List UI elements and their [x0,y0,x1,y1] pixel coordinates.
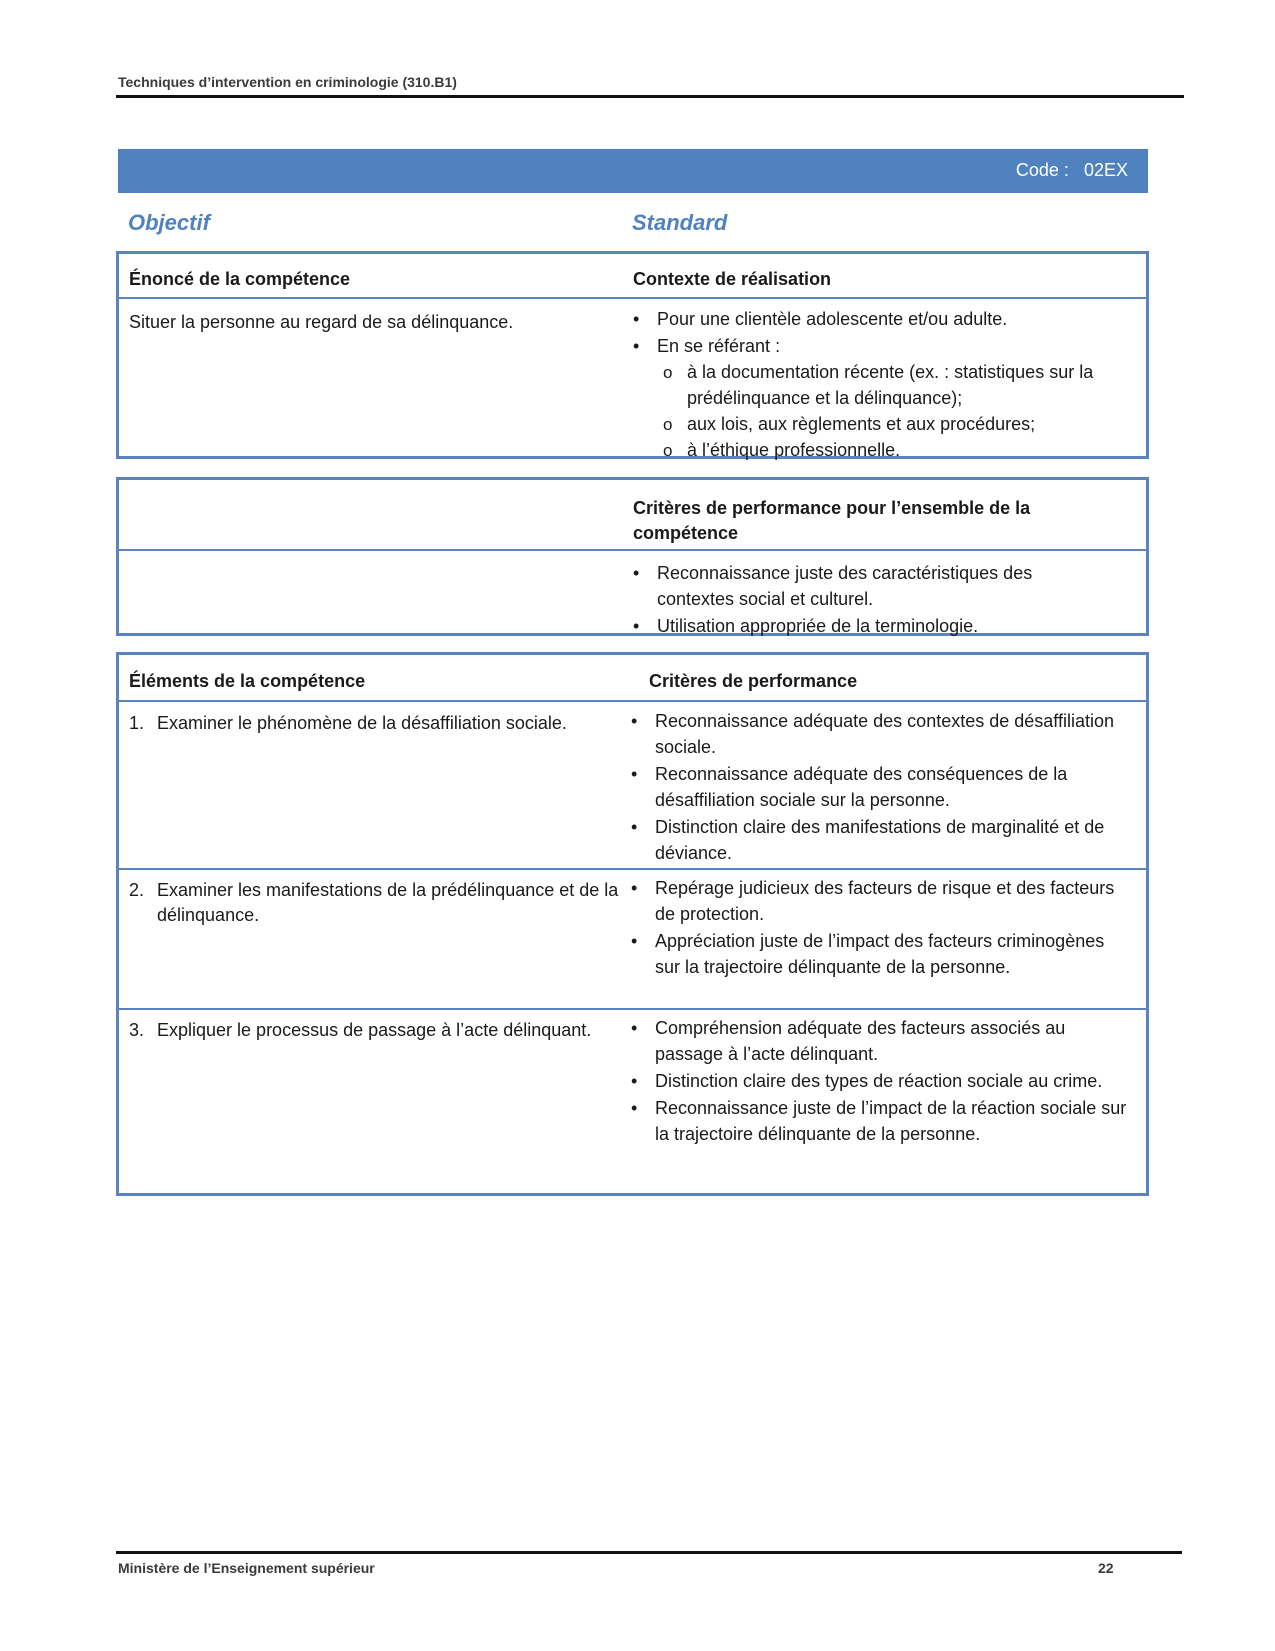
criteria-item: • Distinction claire des types de réaction sociale au crime. [631,1068,1131,1094]
criteres-ensemble-item: • Utilisation appropriée de la terminologie. [633,613,1103,639]
criteria-item: • Compréhension adéquate des facteurs associés au passage à l’acte délinquant. [631,1015,1131,1067]
element-number: 2. [129,880,145,900]
code-band [118,149,1148,193]
competence-table [116,251,1149,459]
element-text: Examiner le phénomène de la désaffiliation sociale. [157,713,567,733]
contexte-subitem: o à l’éthique professionnelle. [663,437,1133,463]
element-row [129,878,619,928]
competence-table-divider [119,297,1146,299]
contexte-item [633,333,1133,463]
running-title: Techniques d’intervention en criminologie (310.B1) [118,74,457,90]
criteres-ensemble-list [633,560,1103,640]
contexte-item-label: En se référant : [657,336,781,356]
section-objectif: Objectif [128,210,210,235]
element-text: Examiner les manifestations de la prédélinquance et de la délinquance. [157,880,619,925]
enonce-text: Situer la personne au regard de sa délinquance. [129,312,514,332]
row-divider [119,868,1146,870]
contexte-header: Contexte de réalisation [633,269,832,289]
criteres-ensemble-header: Critères de performance pour l’ensemble de la compétence [633,498,1031,543]
competence-code [1016,160,1128,181]
code-value: 02EX [1083,160,1128,180]
contexte-subitem: o aux lois, aux règlements et aux procédures; [663,411,1133,437]
header-rule [116,95,1184,98]
criteres-ensemble-item: • Reconnaissance juste des caractéristiques des contextes social et culturel. [633,560,1103,612]
element-row [129,711,619,736]
row-divider [119,1008,1146,1010]
criteria-item: • Distinction claire des manifestations de marginalité et de déviance. [631,814,1131,866]
contexte-subitem: o à la documentation récente (ex. : statistiques sur la prédélinquance et la délinquance); [663,359,1133,411]
criteres-ensemble-divider [119,549,1146,551]
criteria-item: • Appréciation juste de l’impact des facteurs criminogènes sur la trajectoire délinquante de la personne. [631,928,1131,980]
criteria-item: • Reconnaissance adéquate des conséquences de la désaffiliation sociale sur la personne. [631,761,1131,813]
element-criteria [631,1015,1131,1148]
footer-rule [116,1551,1182,1554]
criteres-header: Critères de performance [649,671,858,691]
elements-table [116,652,1149,1196]
element-text: Expliquer le processus de passage à l’acte délinquant. [157,1020,592,1040]
footer-ministry: Ministère de l’Enseignement supérieur [118,1560,375,1576]
section-standard: Standard [632,210,728,235]
criteria-item: • Repérage judicieux des facteurs de risque et des facteurs de protection. [631,875,1131,927]
criteria-item: • Reconnaissance juste de l’impact de la réaction sociale sur la trajectoire délinquante de la personne. [631,1095,1131,1147]
contexte-list [633,306,1133,464]
element-criteria [631,708,1131,867]
contexte-item: • Pour une clientèle adolescente et/ou adulte. [633,306,1133,332]
page-number: 22 [1098,1560,1114,1576]
elements-header: Éléments de la compétence [129,671,366,691]
criteres-ensemble-table [116,477,1149,636]
element-number: 3. [129,1020,145,1040]
criteria-item: • Reconnaissance adéquate des contextes de désaffiliation sociale. [631,708,1131,760]
code-label: Code : [1015,160,1069,180]
element-row [129,1018,619,1043]
elements-header-divider [119,700,1146,702]
element-criteria [631,875,1131,981]
enonce-header: Énoncé de la compétence [129,269,351,289]
element-number: 1. [129,713,145,733]
